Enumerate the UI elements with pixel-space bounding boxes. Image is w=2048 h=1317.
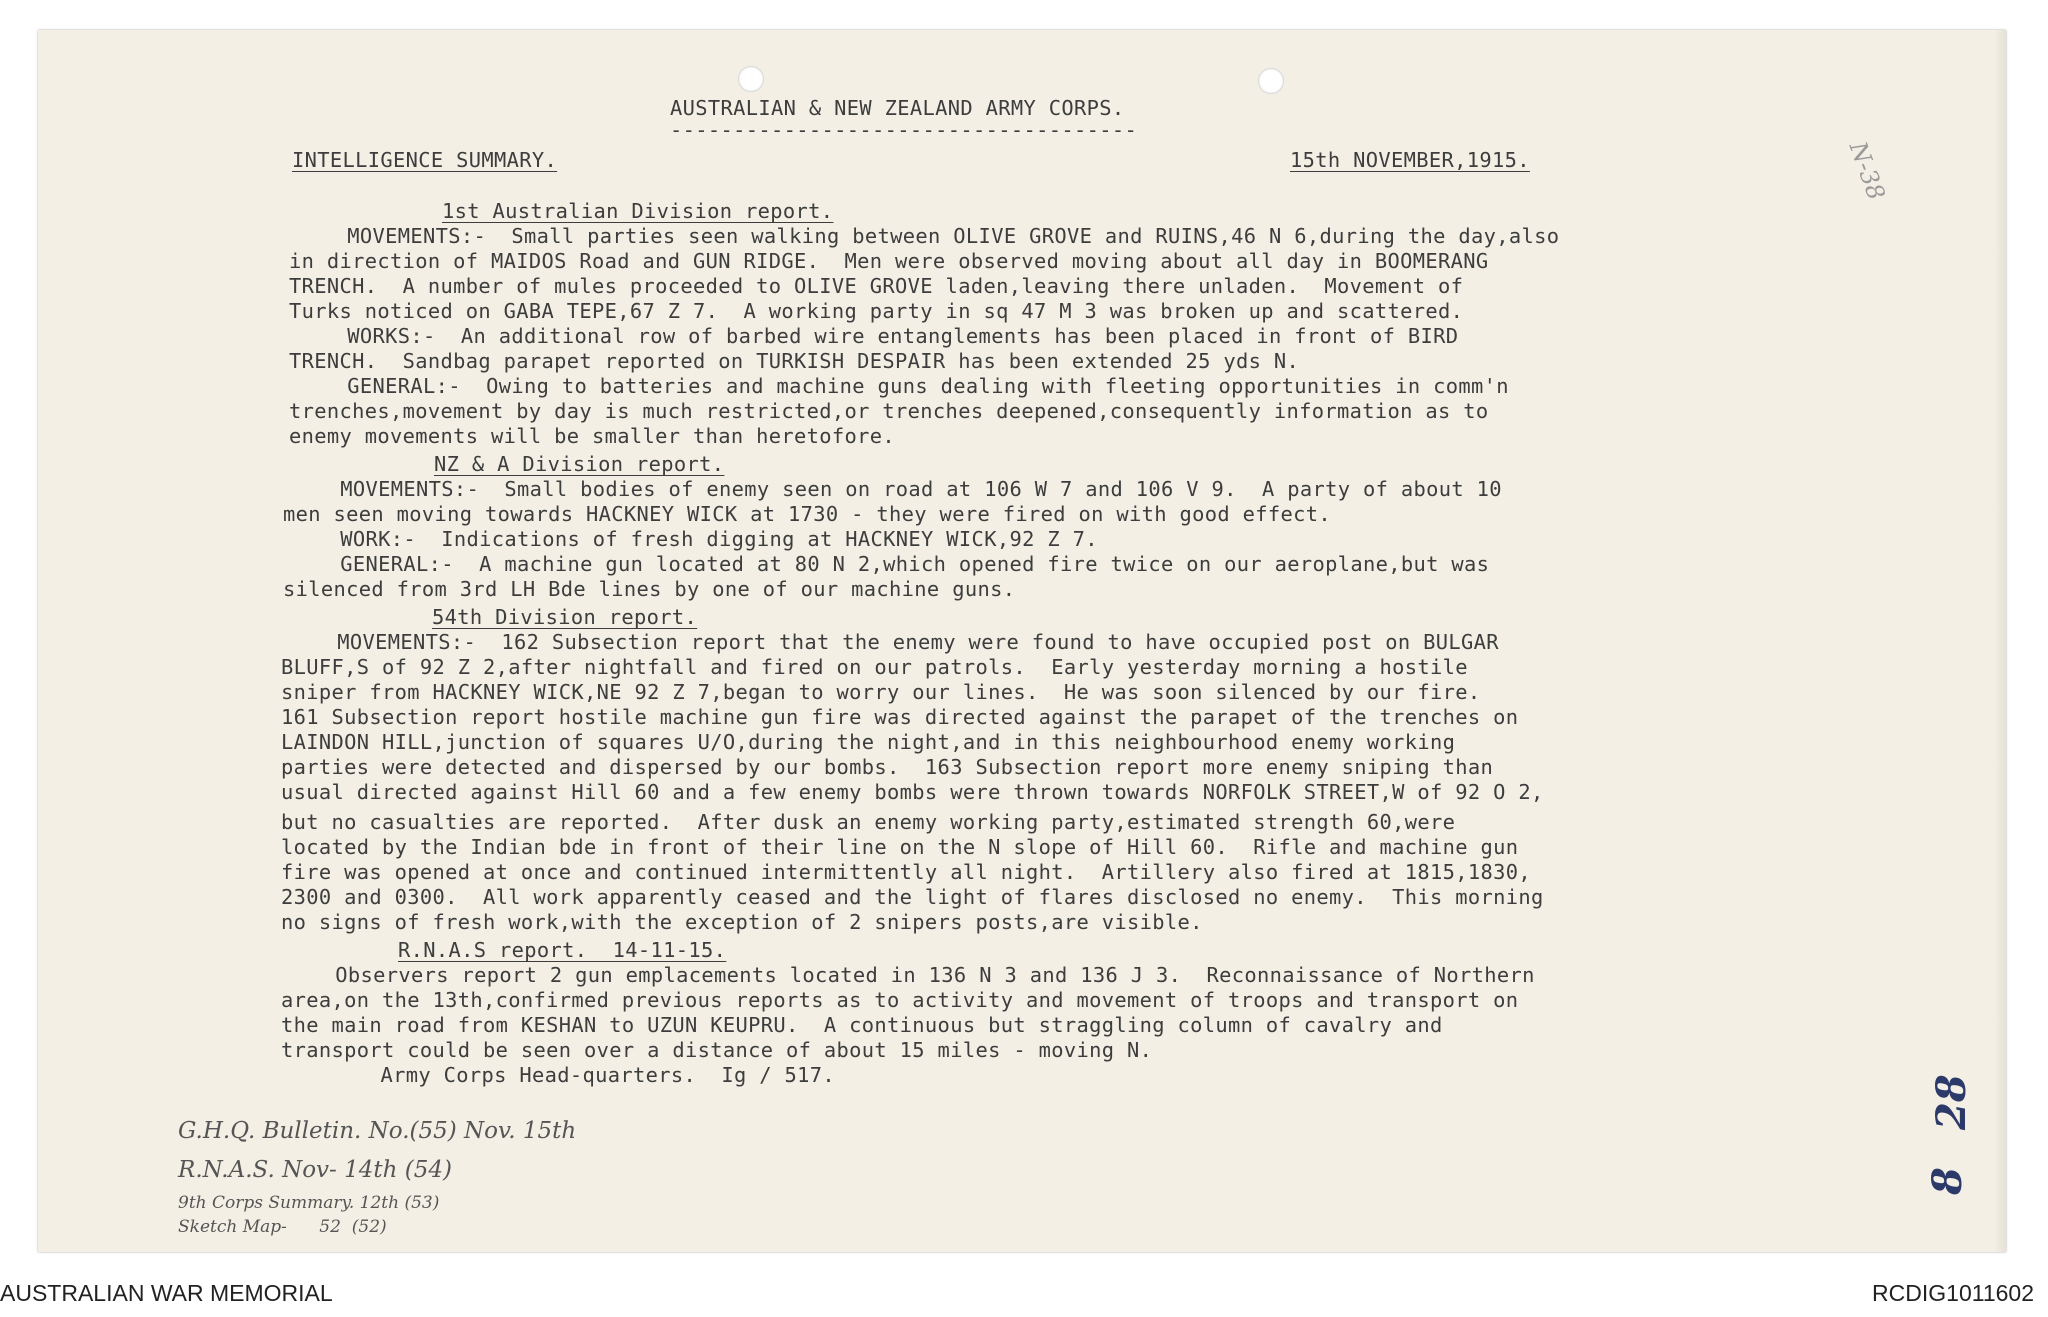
body-line: LAINDON HILL,junction of squares U/O,during the night,and in this neighbourhood enemy working <box>281 730 1456 754</box>
body-line: area,on the 13th,confirmed previous reports as to activity and movement of troops and transport on <box>281 988 1519 1012</box>
body-line: usual directed against Hill 60 and a few enemy bombs were thrown towards NORFOLK STREET,W of 92 O 2, <box>281 780 1544 804</box>
body-line: sniper from HACKNEY WICK,NE 92 Z 7,began to worry our lines. He was soon silenced by our fire. <box>281 680 1481 704</box>
body-line: TRENCH. A number of mules proceeded to OLIVE GROVE laden,leaving there unladen. Movement of <box>289 274 1464 298</box>
summary-label: INTELLIGENCE SUMMARY. <box>292 148 558 172</box>
pencil-note: N-38 <box>1843 138 1891 204</box>
body-line: GENERAL:- A machine gun located at 80 N 2,which opened fire twice on our aeroplane,but was <box>315 552 1490 576</box>
punch-hole <box>738 66 764 92</box>
body-line: in direction of MAIDOS Road and GUN RIDGE. Men were observed moving about all day in BOOMERANG <box>289 249 1489 273</box>
handwritten-note: R.N.A.S. Nov- 14th (54) <box>178 1157 452 1183</box>
body-line: 2300 and 0300. All work apparently ceased and the light of flares disclosed no enemy. This morning <box>281 885 1544 909</box>
body-line: GENERAL:- Owing to batteries and machine guns dealing with fleeting opportunities in comm'n <box>322 374 1509 398</box>
body-line: transport could be seen over a distance of about 15 miles - moving N. <box>281 1038 1153 1062</box>
footer-catalog-id: RCDIG1011602 <box>1872 1280 2034 1306</box>
section-heading-1st-australian-division: 1st Australian Division report. <box>442 199 834 223</box>
body-line: WORKS:- An additional row of barbed wire entanglements has been placed in front of BIRD <box>322 324 1459 348</box>
body-line: Turks noticed on GABA TEPE,67 Z 7. A working party in sq 47 M 3 was broken up and scattered. <box>289 299 1464 323</box>
body-line: MOVEMENTS:- Small parties seen walking between OLIVE GROVE and RUINS,46 N 6,during the day,also <box>322 224 1560 248</box>
folio-number: 8 <box>1924 1167 1971 1195</box>
section-heading-54th-division: 54th Division report. <box>432 605 698 629</box>
body-line: BLUFF,S of 92 Z 2,after nightfall and fired on our patrols. Early yesterday morning a hostile <box>281 655 1468 679</box>
heading-rule: ------------------------------------- <box>670 118 1138 142</box>
body-line: trenches,movement by day is much restricted,or trenches deepened,consequently information as to <box>289 399 1489 423</box>
body-line: the main road from KESHAN to UZUN KEUPRU. A continuous but straggling column of cavalry and <box>281 1013 1443 1037</box>
body-line: parties were detected and dispersed by our bombs. 163 Subsection report more enemy sniping than <box>281 755 1494 779</box>
body-line: silenced from 3rd LH Bde lines by one of our machine guns. <box>283 577 1016 601</box>
handwritten-note: 9th Corps Summary. 12th (53) <box>178 1193 440 1213</box>
body-line: fire was opened at once and continued intermittently all night. Artillery also fired at 1815,1830, <box>281 860 1531 884</box>
body-line: men seen moving towards HACKNEY WICK at 1730 - they were fired on with good effect. <box>283 502 1331 526</box>
body-line: TRENCH. Sandbag parapet reported on TURKISH DESPAIR has been extended 25 yds N. <box>289 349 1300 373</box>
handwritten-note: Sketch Map- 52 (52) <box>178 1217 387 1237</box>
body-line: located by the Indian bde in front of their line on the N slope of Hill 60. Rifle and machine gun <box>281 835 1519 859</box>
section-heading-nz-a-division: NZ & A Division report. <box>434 452 725 476</box>
footer-institution: AUSTRALIAN WAR MEMORIAL <box>0 1280 333 1306</box>
document-heading: AUSTRALIAN & NEW ZEALAND ARMY CORPS. <box>670 96 1125 120</box>
section-heading-rnas: R.N.A.S report. 14-11-15. <box>398 938 727 962</box>
document-date: 15th NOVEMBER,1915. <box>1290 148 1530 172</box>
punch-hole <box>1258 68 1284 94</box>
body-line: 161 Subsection report hostile machine gun fire was directed against the parapet of the trenches on <box>281 705 1519 729</box>
body-line: WORK:- Indications of fresh digging at HACKNEY WICK,92 Z 7. <box>315 527 1098 551</box>
body-line: MOVEMENTS:- Small bodies of enemy seen on road at 106 W 7 and 106 V 9. A party of about 10 <box>315 477 1502 501</box>
body-line: enemy movements will be smaller than heretofore. <box>289 424 896 448</box>
signature-line: Army Corps Head-quarters. Ig / 517. <box>330 1063 836 1087</box>
body-line: no signs of fresh work,with the exception of 2 snipers posts,are visible. <box>281 910 1203 934</box>
body-line: MOVEMENTS:- 162 Subsection report that the enemy were found to have occupied post on BULGAR <box>312 630 1499 654</box>
handwritten-note: G.H.Q. Bulletin. No.(55) Nov. 15th <box>178 1118 577 1144</box>
folio-number: 28 <box>1928 1074 1975 1130</box>
body-line: but no casualties are reported. After dusk an enemy working party,estimated strength 60,were <box>281 810 1456 834</box>
body-line: Observers report 2 gun emplacements located in 136 N 3 and 136 J 3. Reconnaissance of Northern <box>310 963 1535 987</box>
